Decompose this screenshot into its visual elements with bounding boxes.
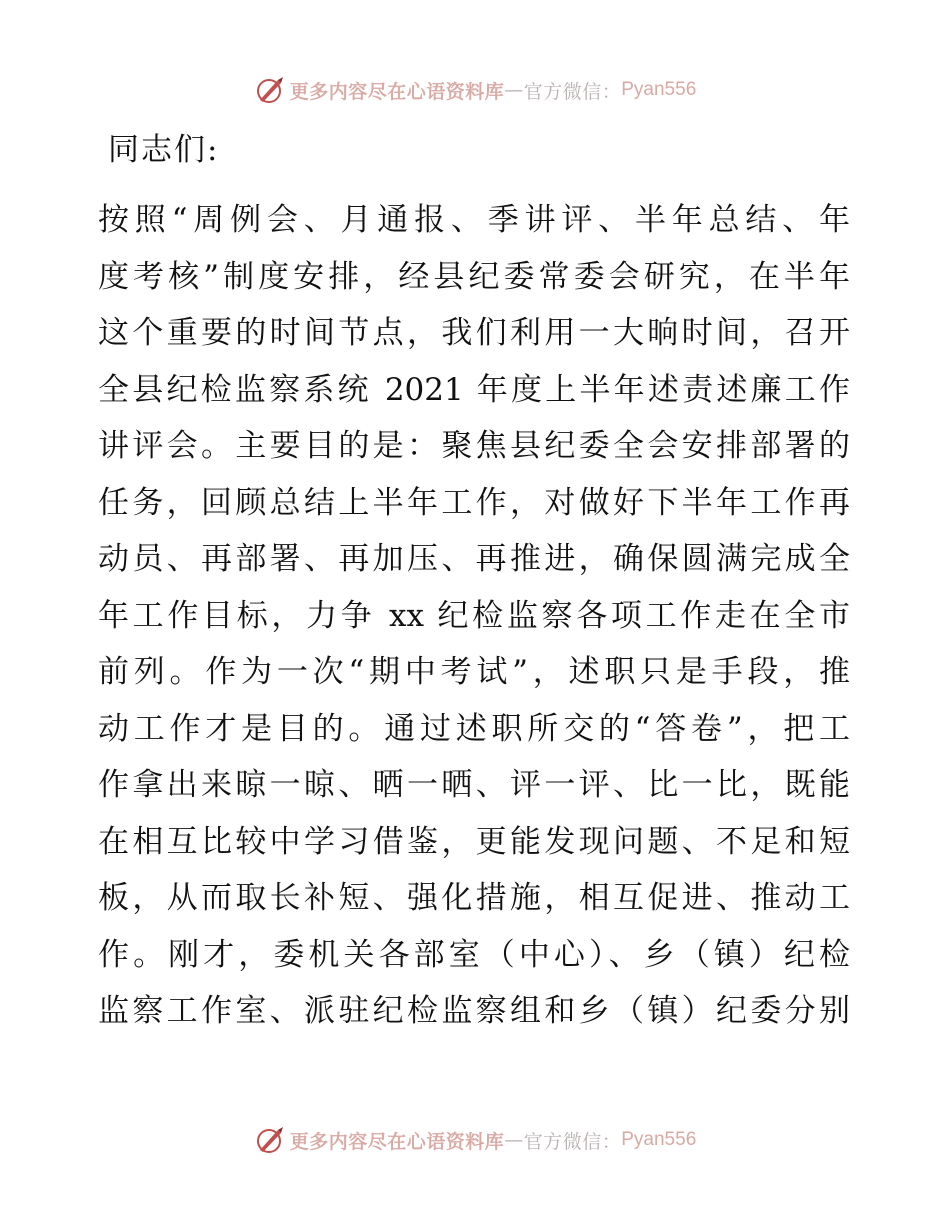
salutation: 同志们: (108, 132, 220, 168)
text-line: 度考核”制度安排，经县纪委常委会研究，在半年 (98, 258, 850, 295)
text-line: 板，从而取长补短、强化措施，相互促进、推动工 (98, 880, 850, 916)
banner-sub-text: 官方微信： (523, 1130, 622, 1153)
header-banner (0, 70, 950, 110)
banner-wechat-id: Pyan556 (621, 79, 697, 100)
body-paragraph (98, 192, 850, 1040)
banner-sub-text: 官方微信： (523, 80, 622, 103)
text-line: 年工作目标，力争 xx 纪检监察各项工作走在全市 (98, 597, 850, 634)
banner-main-text: 更多内容尽在心语资料库 (289, 80, 505, 103)
quill-pen-icon (254, 74, 286, 106)
text-line: 在相互比较中学习借鉴，更能发现问题、不足和短 (98, 823, 850, 860)
text-line: 任务，回顾总结上半年工作，对做好下半年工作再 (98, 484, 850, 521)
footer-banner (0, 1120, 950, 1160)
text-line: 动员、再部署、再加压、再推进，确保圆满完成全 (98, 541, 850, 577)
banner-main-text: 更多内容尽在心语资料库 (289, 1130, 505, 1153)
quill-pen-icon (254, 1124, 286, 1156)
text-line: 前列。作为一次“期中考试”，述职只是手段，推 (98, 654, 850, 690)
text-line: 作拿出来晾一晾、晒一晒、评一评、比一比，既能 (98, 767, 850, 803)
text-line: 监察工作室、派驻纪检监察组和乡（镇）纪委分别 (98, 993, 850, 1029)
banner-wechat-id: Pyan556 (621, 1129, 697, 1150)
text-line: 作。刚才，委机关各部室（中心）、乡（镇）纪检 (98, 936, 850, 973)
text-line: 动工作才是目的。通过述职所交的“答卷”，把工 (98, 710, 850, 747)
text-line: 按照“周例会、月通报、季讲评、半年总结、年 (98, 202, 850, 238)
text-line: 讲评会。主要目的是：聚焦县纪委全会安排部署的 (98, 428, 850, 464)
banner-dash: — (504, 1129, 524, 1151)
text-line: 这个重要的时间节点，我们利用一大晌时间，召开 (98, 315, 850, 351)
banner-dash: — (504, 79, 524, 101)
text-line: 全县纪检监察系统 2021 年度上半年述责述廉工作 (98, 371, 850, 408)
